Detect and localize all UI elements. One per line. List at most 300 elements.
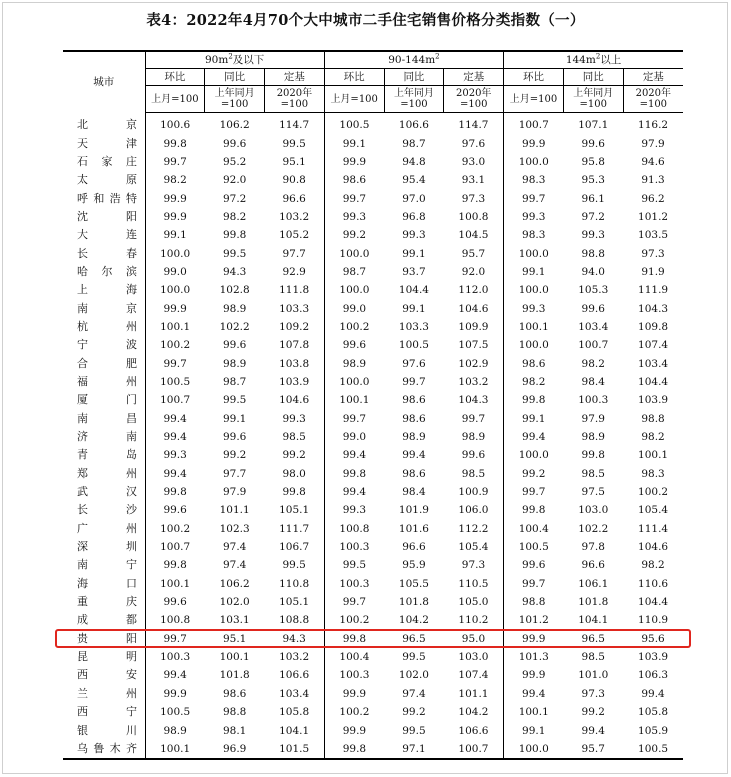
value-cell: 99.7 [402, 375, 426, 388]
value-cell: 99.5 [324, 556, 384, 574]
value-cell: 99.6 [581, 302, 605, 315]
value-cell: 98.8 [504, 593, 564, 611]
value-cell: 103.9 [638, 651, 669, 664]
value-cell: 99.2 [324, 226, 384, 244]
value-cell: 100.0 [324, 281, 384, 299]
value-cell: 99.5 [222, 247, 247, 260]
city-cell [63, 501, 145, 519]
city-name: 海口 [77, 576, 137, 590]
city-name: 大连 [77, 228, 137, 242]
value-cell: 100.0 [504, 336, 564, 354]
table-row [63, 611, 683, 629]
table-row [63, 391, 683, 409]
value-cell: 98.2 [641, 559, 665, 572]
table-row [63, 336, 683, 354]
table-row [63, 171, 683, 189]
table-row [63, 556, 683, 574]
value-cell: 104.6 [279, 394, 310, 407]
value-cell: 99.9 [324, 721, 384, 739]
value-cell: 111.8 [279, 284, 310, 297]
city-cell [63, 263, 145, 281]
value-cell: 98.6 [222, 687, 247, 700]
value-cell: 104.2 [398, 614, 429, 627]
value-cell: 101.1 [458, 687, 489, 700]
table-row [63, 428, 683, 446]
value-cell: 99.1 [402, 247, 426, 260]
value-cell: 100.5 [638, 742, 669, 755]
value-cell: 99.2 [504, 465, 564, 483]
value-cell: 100.2 [324, 703, 384, 721]
value-cell: 99.6 [461, 449, 486, 462]
value-cell: 98.6 [402, 412, 426, 425]
value-cell: 104.4 [638, 375, 669, 388]
value-cell: 101.9 [398, 504, 429, 517]
value-cell: 92.0 [461, 265, 486, 278]
value-cell: 99.7 [163, 632, 187, 645]
value-cell: 98.0 [282, 467, 306, 480]
value-cell: 99.9 [324, 685, 384, 703]
value-cell: 100.8 [160, 614, 191, 627]
value-cell: 111.7 [279, 522, 310, 535]
value-cell: 100.0 [324, 244, 384, 262]
value-cell: 100.6 [160, 119, 191, 132]
value-cell: 99.6 [222, 431, 247, 444]
table-row [63, 281, 683, 299]
value-cell: 102.2 [578, 522, 609, 535]
value-cell: 93.1 [461, 174, 486, 187]
table-row [63, 685, 683, 703]
sub-header-cell: 定基 [265, 69, 325, 86]
city-name: 贵阳 [77, 631, 137, 645]
value-cell: 96.5 [402, 632, 426, 645]
base-header-cell: 上月=100 [324, 86, 384, 113]
value-cell: 104.2 [458, 706, 489, 719]
value-cell: 105.5 [398, 577, 429, 590]
value-cell: 99.7 [324, 189, 384, 207]
city-name: 重庆 [77, 595, 137, 609]
value-cell: 101.8 [219, 669, 250, 682]
city-name: 南昌 [77, 411, 137, 425]
value-cell: 100.0 [504, 446, 564, 464]
value-cell: 107.5 [458, 339, 489, 352]
table-row [63, 263, 683, 281]
value-cell: 100.1 [324, 391, 384, 409]
value-cell: 103.4 [638, 357, 669, 370]
value-cell: 99.4 [163, 431, 187, 444]
value-cell: 103.2 [458, 375, 489, 388]
value-cell: 106.0 [458, 504, 489, 517]
sub-header-cell: 环比 [324, 69, 384, 86]
city-name: 北京 [77, 117, 137, 131]
table-row [63, 465, 683, 483]
value-cell: 104.4 [398, 284, 429, 297]
value-cell: 99.5 [222, 394, 247, 407]
value-cell: 94.3 [282, 632, 306, 645]
value-cell: 98.7 [222, 375, 247, 388]
value-cell: 98.9 [222, 357, 247, 370]
value-cell: 114.7 [279, 119, 310, 132]
value-cell: 98.9 [324, 354, 384, 372]
value-cell: 99.9 [163, 687, 187, 700]
table-row [63, 648, 683, 666]
city-cell [63, 538, 145, 556]
value-cell: 97.2 [581, 210, 605, 223]
city-name: 武汉 [77, 485, 137, 499]
value-cell: 107.4 [458, 669, 489, 682]
value-cell: 97.4 [222, 559, 247, 572]
table-row [63, 520, 683, 538]
city-cell [63, 134, 145, 152]
value-cell: 114.7 [458, 119, 489, 132]
value-cell: 101.5 [279, 742, 310, 755]
value-cell: 99.4 [402, 449, 426, 462]
value-cell: 102.3 [219, 522, 250, 535]
table-row [63, 244, 683, 262]
city-cell [63, 740, 145, 759]
city-cell [63, 281, 145, 299]
value-cell: 105.1 [279, 504, 310, 517]
value-cell: 105.2 [279, 229, 310, 242]
value-cell: 98.4 [402, 486, 426, 499]
value-cell: 99.4 [504, 428, 564, 446]
value-cell: 95.1 [222, 632, 247, 645]
value-cell: 101.0 [578, 669, 609, 682]
value-cell: 99.4 [324, 483, 384, 501]
value-cell: 99.8 [504, 501, 564, 519]
value-cell: 99.4 [504, 685, 564, 703]
value-cell: 94.8 [402, 155, 426, 168]
value-cell: 104.3 [638, 302, 669, 315]
value-cell: 99.5 [402, 724, 426, 737]
value-cell: 97.3 [581, 687, 605, 700]
value-cell: 103.5 [638, 229, 669, 242]
city-name: 哈尔滨 [77, 264, 137, 278]
value-cell: 106.3 [638, 669, 669, 682]
value-cell: 103.9 [638, 394, 669, 407]
sub-header-cell: 定基 [623, 69, 683, 86]
city-cell [63, 373, 145, 391]
value-cell: 98.8 [641, 412, 665, 425]
value-cell: 95.0 [461, 632, 486, 645]
sub-header-cell: 同比 [563, 69, 623, 86]
value-cell: 104.4 [638, 596, 669, 609]
city-name: 厦门 [77, 393, 137, 407]
value-cell: 100.2 [160, 522, 191, 535]
value-cell: 97.4 [402, 687, 426, 700]
value-cell: 92.0 [222, 174, 247, 187]
value-cell: 98.9 [581, 431, 605, 444]
value-cell: 91.9 [641, 265, 665, 278]
value-cell: 98.2 [222, 210, 247, 223]
city-cell [63, 153, 145, 171]
value-cell: 100.7 [578, 339, 609, 352]
value-cell: 99.9 [504, 134, 564, 152]
value-cell: 101.2 [638, 210, 669, 223]
value-cell: 102.9 [458, 357, 489, 370]
value-cell: 100.2 [160, 339, 191, 352]
sub-header-cell: 定基 [444, 69, 504, 86]
value-cell: 106.1 [578, 577, 609, 590]
value-cell: 98.8 [222, 706, 247, 719]
value-cell: 104.6 [458, 302, 489, 315]
value-cell: 99.6 [163, 596, 187, 609]
value-cell: 105.8 [638, 706, 669, 719]
value-cell: 95.3 [581, 174, 605, 187]
value-cell: 97.1 [402, 742, 426, 755]
value-cell: 100.5 [160, 375, 191, 388]
table-body [63, 113, 683, 760]
sub-header-cell: 环比 [145, 69, 205, 86]
group-header-under-90: $90m^2$及以下 [145, 51, 324, 69]
base-header-cell: 上年同月=100 [563, 86, 623, 113]
value-cell: 98.9 [402, 431, 426, 444]
value-cell: 99.0 [324, 299, 384, 317]
value-cell: 99.2 [402, 706, 426, 719]
sub-header-cell: 同比 [205, 69, 265, 86]
value-cell: 100.7 [160, 541, 191, 554]
city-name: 南宁 [77, 558, 137, 572]
value-cell: 95.6 [641, 632, 665, 645]
value-cell: 103.9 [279, 375, 310, 388]
city-name: 合肥 [77, 356, 137, 370]
value-cell: 98.6 [324, 171, 384, 189]
city-name: 兰州 [77, 686, 137, 700]
value-cell: 98.8 [581, 247, 605, 260]
value-cell: 100.8 [324, 520, 384, 538]
table-title: 表4：2022年4月70个大中城市二手住宅销售价格分类指数（一） [146, 12, 585, 29]
table-row [63, 538, 683, 556]
value-cell: 99.4 [163, 467, 187, 480]
city-name: 广州 [77, 521, 137, 535]
value-cell: 99.2 [282, 449, 306, 462]
value-cell: 112.2 [458, 522, 489, 535]
value-cell: 96.8 [402, 210, 426, 223]
city-cell [63, 299, 145, 317]
base-header-cell: 2020年=100 [265, 86, 325, 113]
value-cell: 98.2 [504, 373, 564, 391]
table-row [63, 483, 683, 501]
value-cell: 96.6 [282, 192, 306, 205]
city-name: 成都 [77, 613, 137, 627]
value-cell: 99.8 [324, 465, 384, 483]
value-cell: 99.3 [581, 229, 605, 242]
value-cell: 98.6 [402, 394, 426, 407]
value-cell: 99.4 [163, 669, 187, 682]
value-cell: 99.7 [324, 410, 384, 428]
value-cell: 100.3 [578, 394, 609, 407]
table-row [63, 501, 683, 519]
city-name: 西宁 [77, 705, 137, 719]
value-cell: 100.7 [160, 394, 191, 407]
city-name: 青岛 [77, 448, 137, 462]
value-cell: 107.8 [279, 339, 310, 352]
value-cell: 102.8 [219, 284, 250, 297]
value-cell: 96.5 [581, 632, 605, 645]
value-cell: 103.3 [398, 320, 429, 333]
city-cell [63, 189, 145, 207]
value-cell: 99.9 [504, 666, 564, 684]
value-cell: 93.7 [402, 265, 426, 278]
city-name: 呼和浩特 [77, 191, 137, 205]
value-cell: 95.7 [461, 247, 486, 260]
city-name: 南京 [77, 301, 137, 315]
table-row [63, 373, 683, 391]
base-header-cell: 2020年=100 [444, 86, 504, 113]
value-cell: 108.8 [279, 614, 310, 627]
value-cell: 99.8 [324, 740, 384, 759]
value-cell: 110.8 [279, 577, 310, 590]
value-cell: 99.6 [504, 556, 564, 574]
city-name: 石家庄 [77, 154, 137, 168]
city-cell [63, 721, 145, 739]
value-cell: 100.1 [504, 703, 564, 721]
value-cell: 99.8 [504, 391, 564, 409]
city-cell [63, 465, 145, 483]
value-cell: 98.5 [282, 431, 306, 444]
value-cell: 100.5 [398, 339, 429, 352]
value-cell: 103.3 [279, 302, 310, 315]
city-cell [63, 611, 145, 629]
value-cell: 112.0 [458, 284, 489, 297]
city-cell [63, 354, 145, 372]
value-cell: 99.2 [581, 706, 605, 719]
value-cell: 111.4 [638, 522, 669, 535]
city-cell [63, 648, 145, 666]
city-cell [63, 336, 145, 354]
value-cell: 100.5 [324, 113, 384, 135]
value-cell: 99.1 [504, 263, 564, 281]
value-cell: 92.9 [282, 265, 306, 278]
value-cell: 98.5 [461, 467, 486, 480]
value-cell: 99.2 [222, 449, 247, 462]
value-cell: 99.5 [282, 559, 306, 572]
city-name: 西安 [77, 668, 137, 682]
value-cell: 94.6 [641, 155, 665, 168]
value-cell: 99.6 [222, 137, 247, 150]
value-cell: 97.2 [222, 192, 247, 205]
value-cell: 99.6 [163, 504, 187, 517]
table-row [63, 299, 683, 317]
value-cell: 99.8 [163, 137, 187, 150]
city-name: 长春 [77, 246, 137, 260]
highlight-box-guiyang [55, 629, 691, 648]
value-cell: 99.7 [504, 575, 564, 593]
city-name: 宁波 [77, 338, 137, 352]
value-cell: 97.9 [581, 412, 605, 425]
sub-header-row [63, 69, 683, 86]
value-cell: 98.5 [581, 467, 605, 480]
value-cell: 99.9 [163, 192, 187, 205]
value-cell: 98.9 [461, 431, 486, 444]
value-cell: 99.7 [461, 412, 486, 425]
value-cell: 90.8 [282, 174, 306, 187]
value-cell: 103.2 [279, 651, 310, 664]
table-row [63, 666, 683, 684]
value-cell: 98.6 [504, 354, 564, 372]
value-cell: 102.0 [219, 596, 250, 609]
value-cell: 100.4 [324, 648, 384, 666]
value-cell: 95.8 [581, 155, 605, 168]
value-cell: 100.0 [504, 281, 564, 299]
table-row [63, 354, 683, 372]
value-cell: 99.7 [504, 483, 564, 501]
value-cell: 97.6 [461, 137, 486, 150]
city-cell [63, 410, 145, 428]
value-cell: 103.2 [279, 210, 310, 223]
value-cell: 91.3 [641, 174, 665, 187]
value-cell: 99.4 [581, 724, 605, 737]
city-name: 长沙 [77, 503, 137, 517]
value-cell: 100.0 [160, 284, 191, 297]
value-cell: 100.4 [504, 520, 564, 538]
value-cell: 97.8 [581, 541, 605, 554]
value-cell: 98.4 [581, 375, 605, 388]
value-cell: 116.2 [638, 119, 669, 132]
value-cell: 99.1 [504, 410, 564, 428]
city-cell [63, 446, 145, 464]
value-cell: 99.8 [581, 449, 605, 462]
table-row [63, 446, 683, 464]
value-cell: 105.3 [578, 284, 609, 297]
city-column-header: 城市 [63, 51, 145, 113]
value-cell: 103.4 [279, 687, 310, 700]
value-cell: 100.9 [458, 486, 489, 499]
value-cell: 105.4 [458, 541, 489, 554]
value-cell: 102.2 [219, 320, 250, 333]
table-row [63, 318, 683, 336]
value-cell: 110.5 [458, 577, 489, 590]
table-row [63, 226, 683, 244]
value-cell: 101.8 [578, 596, 609, 609]
value-cell: 105.8 [279, 706, 310, 719]
base-header-cell: 上年同月=100 [205, 86, 265, 113]
value-cell: 99.1 [324, 134, 384, 152]
value-cell: 99.9 [163, 210, 187, 223]
value-cell: 99.9 [163, 302, 187, 315]
value-cell: 99.1 [163, 229, 187, 242]
city-name: 沈阳 [77, 209, 137, 223]
value-cell: 106.2 [219, 577, 250, 590]
value-cell: 100.1 [160, 742, 191, 755]
value-cell: 100.2 [324, 318, 384, 336]
value-cell: 99.3 [163, 449, 187, 462]
city-name: 天津 [77, 136, 137, 150]
value-cell: 94.0 [581, 265, 605, 278]
value-cell: 98.2 [581, 357, 605, 370]
value-cell: 99.0 [163, 265, 187, 278]
value-cell: 95.4 [402, 174, 426, 187]
city-cell [63, 575, 145, 593]
value-cell: 99.3 [504, 299, 564, 317]
value-cell: 100.8 [458, 210, 489, 223]
value-cell: 100.3 [324, 575, 384, 593]
city-name: 上海 [77, 283, 137, 297]
value-cell: 99.4 [324, 446, 384, 464]
value-cell: 104.6 [638, 541, 669, 554]
value-cell: 100.3 [324, 666, 384, 684]
city-name: 郑州 [77, 466, 137, 480]
value-cell: 95.1 [282, 155, 306, 168]
value-cell: 99.7 [504, 189, 564, 207]
city-cell [63, 666, 145, 684]
value-cell: 96.2 [641, 192, 665, 205]
city-cell [63, 593, 145, 611]
city-cell [63, 685, 145, 703]
value-cell: 100.7 [504, 113, 564, 135]
value-cell: 100.1 [504, 318, 564, 336]
value-cell: 96.6 [581, 559, 605, 572]
table-row [63, 189, 683, 207]
